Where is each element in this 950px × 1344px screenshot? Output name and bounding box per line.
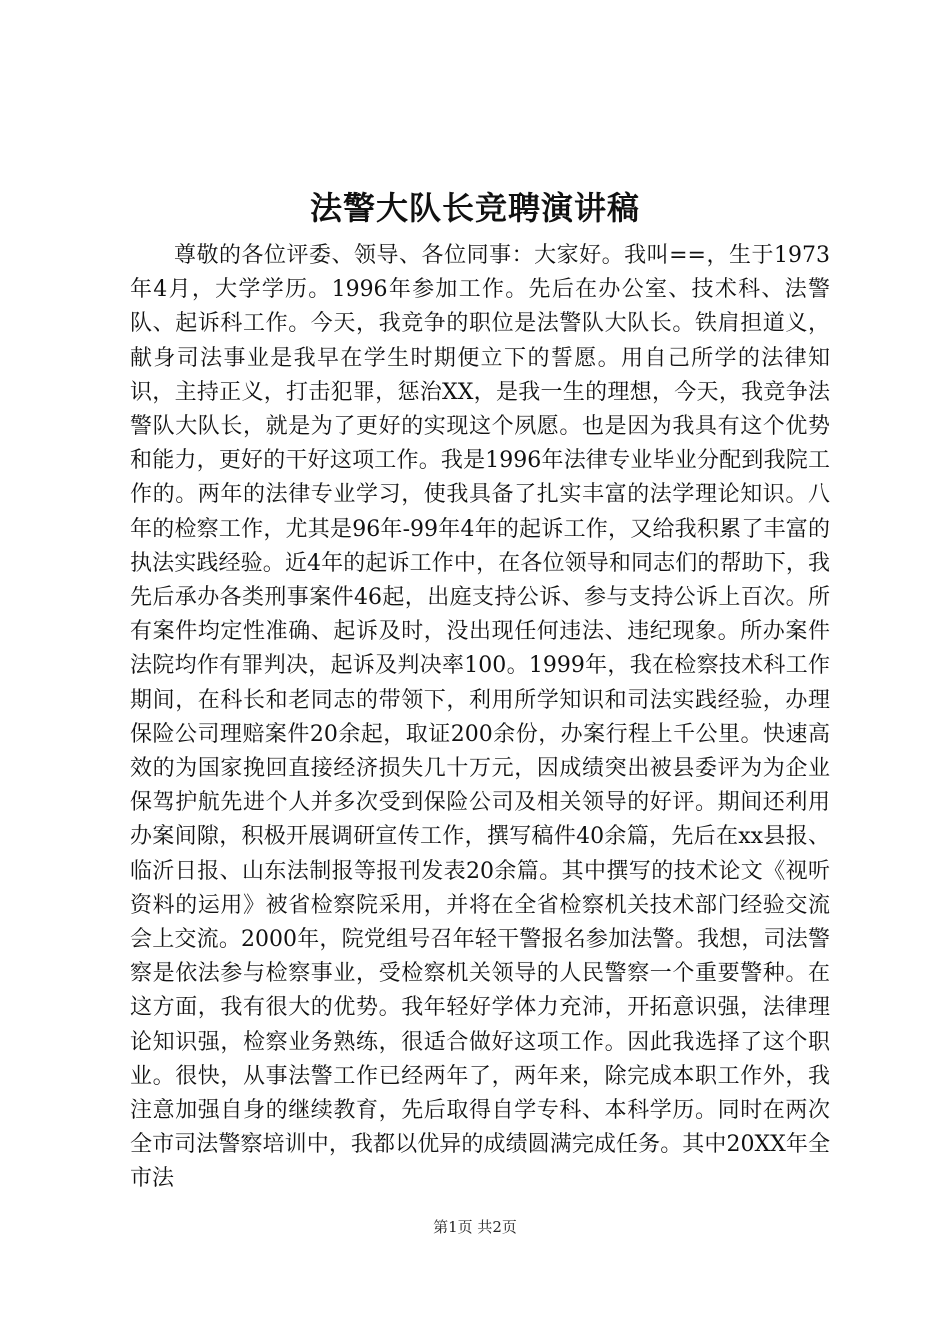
document-title: 法警大队长竞聘演讲稿	[309, 189, 640, 227]
body-paragraph: 尊敬的各位评委、领导、各位同事：大家好。我叫==，生于1973年4月，大学学历。1996年参加工作。先后在办公室、技术科、法警队、起诉科工作。今天，我竞争的职位是法警队大队长。铁肩担道义，献身司法事业是我早在学生时期便立下的誓愿。用自己所学的法律知识，主持正义，打击犯罪，惩治XX，是我一生的理想，今天，我竞争法警队大队长，就是为了更好的实现这个夙愿。也是因为我具有这个优势和能力，更好的干好这项工作。我是1996年法律专业毕业分配到我院工作的。两年的法律专业学习，使我具备了扎实丰富的法学理论知识。八年的检察工作，尤其是96年-99年4年的起诉工作，又给我积累了丰富的执法实践经验。近4年的起诉工作中，在各位领导和同志们的帮助下，我先后承办各类刑事案件46起，出庭支持公诉、参与支持公诉上百次。所有案件均定性准确、起诉及时，没出现任何违法、违纪现象。所办案件法院均作有罪判决，起诉及判决率100。1999年，我在检察技术科工作期间，在科长和老同志的带领下，利用所学知识和司法实践经验，办理保险公司理赔案件20余起，取证200余份，办案行程上千公里。快速高效的为国家挽回直接经济损失几十万元，因成绩突出被县委评为为企业保驾护航先进个人并多次受到保险公司及相关领导的好评。期间还利用办案间隙，积极开展调研宣传工作，撰写稿件40余篇，先后在xx县报、临沂日报、山东法制报等报刊发表20余篇。其中撰写的技术论文《视听资料的运用》被省检察院采用，并将在全省检察机关技术部门经验交流会上交流。2000年，院党组号召年轻干警报名参加法警。我想，司法警察是依法参与检察事业，受检察机关领导的人民警察一个重要警种。在这方面，我有很大的优势。我年轻好学体力充沛，开拓意识强，法律理论知识强，检察业务熟练，很适合做好这项工作。因此我选择了这个职业。很快，从事法警工作已经两年了，两年来，除完成本职工作外，我注意加强自身的继续教育，先后取得自学专科、本科学历。同时在两次全市司法警察培训中，我都以优异的成绩圆满完成任务。其中20XX年全市法	[130, 243, 830, 1192]
page-number: 第1页 共2页	[433, 1218, 517, 1236]
